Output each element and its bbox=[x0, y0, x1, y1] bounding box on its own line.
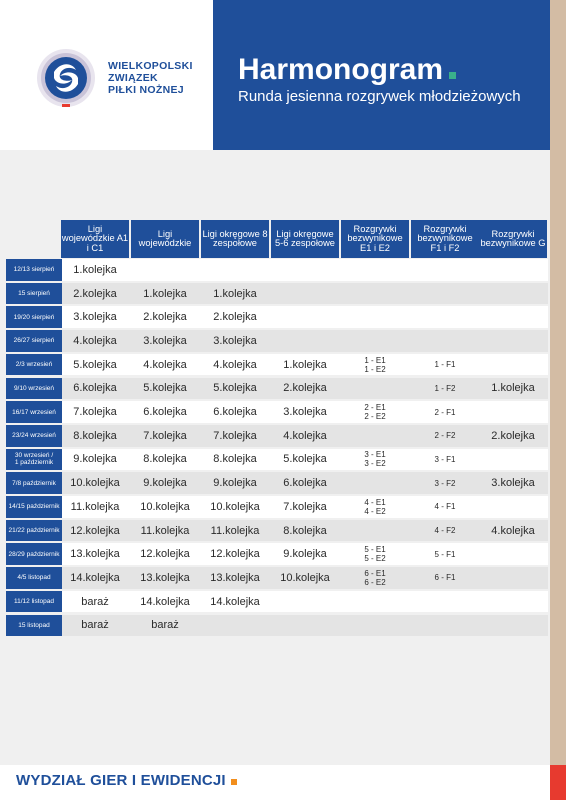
table-cell: 11.kolejka bbox=[70, 500, 120, 513]
column-header: Ligi okręgowe 5-6 zespołowe bbox=[271, 220, 339, 258]
table-cell: 3.kolejka bbox=[73, 311, 117, 324]
table-cell: 4 - F1 bbox=[434, 502, 456, 512]
table-cell: 5.kolejka bbox=[283, 453, 327, 466]
table-cell: 8.kolejka bbox=[283, 524, 327, 537]
table-cell: 14.kolejka bbox=[210, 595, 260, 608]
table-cell: 4.kolejka bbox=[491, 524, 535, 537]
table-cell: 10.kolejka bbox=[70, 477, 120, 490]
table-cell: 14.kolejka bbox=[140, 595, 190, 608]
page-title-wrap bbox=[238, 52, 456, 88]
table-cell: 5.kolejka bbox=[73, 358, 117, 371]
table-cell: 3 - F1 bbox=[434, 454, 456, 464]
table-cell: 2 - E1 2 - E2 bbox=[364, 403, 386, 422]
column-header: Rozgrywki bezwynikowe G bbox=[479, 220, 547, 258]
table-cell: 1.kolejka bbox=[283, 358, 327, 371]
table-cell: 6 - E1 6 - E2 bbox=[364, 568, 386, 587]
table-cell: 5 - F1 bbox=[434, 549, 456, 559]
page-title: Harmonogram bbox=[238, 53, 444, 86]
org-name-line2: ZWIĄZEK bbox=[108, 72, 158, 84]
row-date-label: 28/29 październik bbox=[6, 543, 62, 565]
table-cell: 13.kolejka bbox=[140, 571, 190, 584]
column-header: Rozgrywki bezwynikowe F1 i F2 bbox=[411, 220, 479, 258]
table-cell: 4.kolejka bbox=[213, 358, 257, 371]
table-cell: 3.kolejka bbox=[213, 334, 257, 347]
table-cell: 4 - F2 bbox=[434, 526, 456, 536]
footer-label: WYDZIAŁ GIER I EWIDENCJI bbox=[16, 772, 226, 789]
table-cell: 5.kolejka bbox=[213, 382, 257, 395]
side-stripe bbox=[550, 0, 566, 800]
logo-accent bbox=[62, 104, 70, 107]
table-cell: 9.kolejka bbox=[73, 453, 117, 466]
table-cell: 7.kolejka bbox=[73, 406, 117, 419]
table-cell: 10.kolejka bbox=[210, 500, 260, 513]
table-cell: 6 - F1 bbox=[434, 573, 456, 583]
table-cell: 13.kolejka bbox=[70, 548, 120, 561]
table-row bbox=[61, 259, 548, 281]
row-date-label: 16/17 wrzesień bbox=[6, 401, 62, 423]
table-cell: 14.kolejka bbox=[70, 571, 120, 584]
table-cell: baraż bbox=[81, 619, 109, 632]
table-cell: 5 - E1 5 - E2 bbox=[364, 545, 386, 564]
table-cell: 2.kolejka bbox=[283, 382, 327, 395]
table-cell: 7.kolejka bbox=[213, 429, 257, 442]
table-cell: 1.kolejka bbox=[73, 263, 117, 276]
table-cell: 3 - F2 bbox=[434, 478, 456, 488]
table-cell: 2 - F2 bbox=[434, 431, 456, 441]
table-cell: 2.kolejka bbox=[213, 311, 257, 324]
side-stripe-accent bbox=[550, 765, 566, 800]
table-cell: 2 - F1 bbox=[434, 407, 456, 417]
row-date-label: 7/8 październik bbox=[6, 472, 62, 494]
row-date-label: 11/12 listopad bbox=[6, 591, 62, 613]
table-cell: 1.kolejka bbox=[213, 287, 257, 300]
table-cell: 8.kolejka bbox=[73, 429, 117, 442]
row-date-label: 14/15 październik bbox=[6, 496, 62, 518]
table-cell: 3 - E1 3 - E2 bbox=[364, 450, 386, 469]
table-cell: baraż bbox=[151, 619, 179, 632]
row-date-label: 26/27 sierpień bbox=[6, 330, 62, 352]
page-subtitle: Runda jesienna rozgrywek młodzieżowych bbox=[238, 88, 521, 105]
table-cell: 10.kolejka bbox=[140, 500, 190, 513]
row-date-label: 15 sierpień bbox=[6, 283, 62, 305]
row-date-label: 30 wrzesień / 1 październik bbox=[6, 449, 62, 471]
table-cell: 8.kolejka bbox=[143, 453, 187, 466]
table-cell: 11.kolejka bbox=[140, 524, 190, 537]
table-cell: 7.kolejka bbox=[143, 429, 187, 442]
table-cell: 1 - F2 bbox=[434, 383, 456, 393]
table-cell: 8.kolejka bbox=[213, 453, 257, 466]
table-cell: 7.kolejka bbox=[283, 500, 327, 513]
table-cell: 13.kolejka bbox=[210, 571, 260, 584]
table-cell: 9.kolejka bbox=[213, 477, 257, 490]
row-date-label: 2/3 wrzesień bbox=[6, 354, 62, 376]
row-date-label: 19/20 sierpień bbox=[6, 306, 62, 328]
org-name bbox=[108, 60, 193, 96]
table-cell: 2.kolejka bbox=[491, 429, 535, 442]
table-cell: 9.kolejka bbox=[283, 548, 327, 561]
table-cell: 9.kolejka bbox=[143, 477, 187, 490]
table-cell: 1 - F1 bbox=[434, 360, 456, 370]
table-cell: 4.kolejka bbox=[73, 334, 117, 347]
table-cell: 6.kolejka bbox=[143, 406, 187, 419]
table-cell: 2.kolejka bbox=[73, 287, 117, 300]
row-date-label: 9/10 wrzesień bbox=[6, 378, 62, 400]
table-cell: 10.kolejka bbox=[280, 571, 330, 584]
table-cell: baraż bbox=[81, 595, 109, 608]
row-date-label: 23/24 wrzesień bbox=[6, 425, 62, 447]
table-cell: 2.kolejka bbox=[143, 311, 187, 324]
table-cell: 4 - E1 4 - E2 bbox=[364, 497, 386, 516]
row-date-label: 12/13 sierpień bbox=[6, 259, 62, 281]
wzpn-logo-icon bbox=[36, 48, 96, 108]
column-header: Ligi wojewódzkie bbox=[131, 220, 199, 258]
table-cell: 5.kolejka bbox=[143, 382, 187, 395]
table-cell: 12.kolejka bbox=[140, 548, 190, 561]
table-cell: 6.kolejka bbox=[283, 477, 327, 490]
org-name-line1: WIELKOPOLSKI bbox=[108, 60, 193, 72]
table-cell: 12.kolejka bbox=[210, 548, 260, 561]
row-date-label: 21/22 październik bbox=[6, 520, 62, 542]
table-cell: 6.kolejka bbox=[213, 406, 257, 419]
row-date-label: 15 listopad bbox=[6, 615, 62, 637]
table-cell: 3.kolejka bbox=[283, 406, 327, 419]
footer-text-wrap bbox=[16, 772, 237, 789]
table-cell: 3.kolejka bbox=[143, 334, 187, 347]
footer-square-icon bbox=[231, 779, 237, 785]
title-square-icon bbox=[449, 72, 456, 79]
table-cell: 1.kolejka bbox=[491, 382, 535, 395]
table-cell: 12.kolejka bbox=[70, 524, 120, 537]
table-cell: 3.kolejka bbox=[491, 477, 535, 490]
table-cell: 4.kolejka bbox=[283, 429, 327, 442]
table-cell: 6.kolejka bbox=[73, 382, 117, 395]
column-header: Ligi okręgowe 8 zespołowe bbox=[201, 220, 269, 258]
table-cell: 1.kolejka bbox=[143, 287, 187, 300]
column-header: Rozgrywki bezwynikowe E1 i E2 bbox=[341, 220, 409, 258]
table-cell: 11.kolejka bbox=[210, 524, 260, 537]
row-date-label: 4/5 listopad bbox=[6, 567, 62, 589]
table-cell: 1 - E1 1 - E2 bbox=[364, 355, 386, 374]
column-header: Ligi wojewódzkie A1 i C1 bbox=[61, 220, 129, 258]
table-cell: 4.kolejka bbox=[143, 358, 187, 371]
org-name-line3: PIŁKI NOŻNEJ bbox=[108, 84, 184, 96]
